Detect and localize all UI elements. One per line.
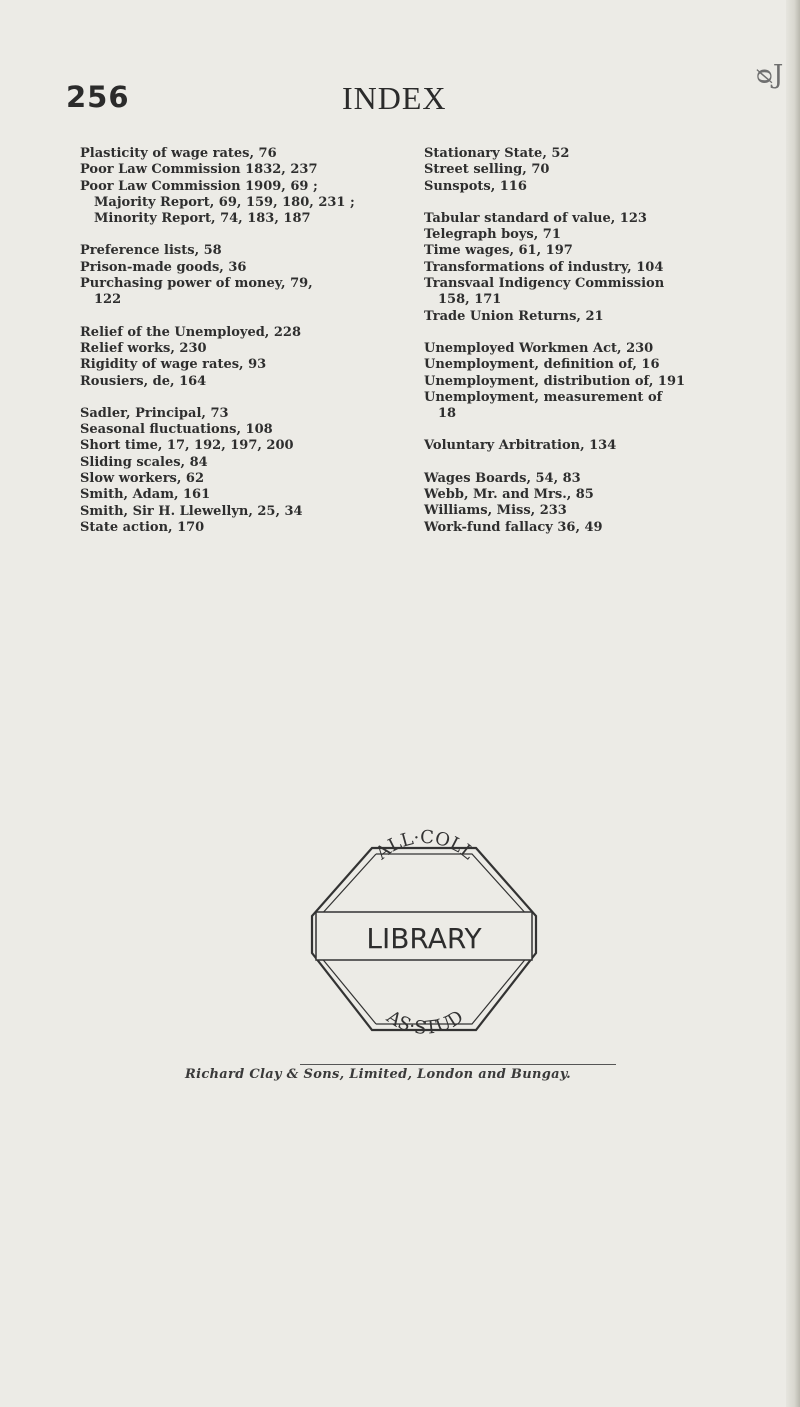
index-entry: Poor Law Commission 1909, 69 ; <box>80 178 318 194</box>
page-edge-shadow <box>786 0 800 1407</box>
index-entry: Webb, Mr. and Mrs., 85 <box>424 487 594 503</box>
index-entry: Transvaal Indigency Commission <box>424 276 665 292</box>
index-entry: Street selling, 70 <box>424 162 550 178</box>
index-entry: Sadler, Principal, 73 <box>80 405 229 421</box>
library-stamp <box>304 808 544 1058</box>
index-entry: Williams, Miss, 233 <box>424 503 567 519</box>
running-head: INDEX <box>342 80 447 116</box>
index-column-right <box>424 146 724 536</box>
index-entry: Relief works, 230 <box>80 340 207 356</box>
index-entry: Rigidity of wage rates, 93 <box>80 357 267 373</box>
index-entry-continuation: 122 <box>94 292 122 308</box>
index-entry-continuation: 18 <box>438 406 457 422</box>
index-entry: Short time, 17, 192, 197, 200 <box>80 438 294 454</box>
index-entry: Seasonal fluctuations, 108 <box>80 422 273 438</box>
index-entry: Unemployment, distribution of, 191 <box>424 373 686 389</box>
index-entry: Poor Law Commission 1832, 237 <box>80 162 318 178</box>
index-entry: Voluntary Arbitration, 134 <box>424 438 617 454</box>
index-entry: Telegraph boys, 71 <box>424 227 561 243</box>
imprint-rule <box>300 1064 616 1065</box>
index-entry: Preference lists, 58 <box>80 243 222 259</box>
index-entry: Unemployment, measurement of <box>424 389 663 405</box>
printer-imprint: Richard Clay & Sons, Limited, London and Bungay. <box>185 1067 572 1082</box>
index-entry: Time wages, 61, 197 <box>424 243 573 259</box>
stamp-top-text: ALL·COLL <box>371 826 479 865</box>
index-entry: Slow workers, 62 <box>80 471 205 487</box>
page-number: 256 <box>66 80 130 114</box>
index-entry: Transformations of industry, 104 <box>424 259 664 275</box>
stamp-label: LIBRARY <box>366 922 482 955</box>
index-entry: Relief of the Unemployed, 228 <box>80 324 301 340</box>
index-entry: Plasticity of wage rates, 76 <box>80 146 277 161</box>
index-entry: Purchasing power of money, 79, <box>80 276 313 292</box>
index-entry-continuation: Minority Report, 74, 183, 187 <box>94 211 311 227</box>
index-entry: State action, 170 <box>80 519 205 535</box>
index-column-left <box>80 146 380 536</box>
index-entry: Smith, Adam, 161 <box>80 487 211 503</box>
page-header <box>0 80 800 120</box>
index-entry: Tabular standard of value, 123 <box>424 210 647 226</box>
index-entry: Smith, Sir H. Llewellyn, 25, 34 <box>80 503 303 519</box>
library-stamp-icon <box>304 808 544 1058</box>
index-entry: Unemployment, definition of, 16 <box>424 357 660 373</box>
index-entry: Rousiers, de, 164 <box>80 373 207 389</box>
index-entry: Stationary State, 52 <box>424 146 570 161</box>
stamp-bottom-text: AS·STUD <box>382 1006 468 1039</box>
index-entry: Wages Boards, 54, 83 <box>424 470 581 486</box>
index-entry: Unemployed Workmen Act, 230 <box>424 340 654 356</box>
index-entry-continuation: 158, 171 <box>438 292 502 308</box>
index-entry: Sliding scales, 84 <box>80 454 208 470</box>
index-entry: Trade Union Returns, 21 <box>424 308 604 324</box>
index-entry: Work-fund fallacy 36, 49 <box>424 519 603 535</box>
index-entry: Sunspots, 116 <box>424 178 527 194</box>
index-entry-continuation: Majority Report, 69, 159, 180, 231 ; <box>94 194 355 210</box>
index-entry: Prison-made goods, 36 <box>80 259 247 275</box>
corner-mark: ᴓJ <box>756 60 784 90</box>
